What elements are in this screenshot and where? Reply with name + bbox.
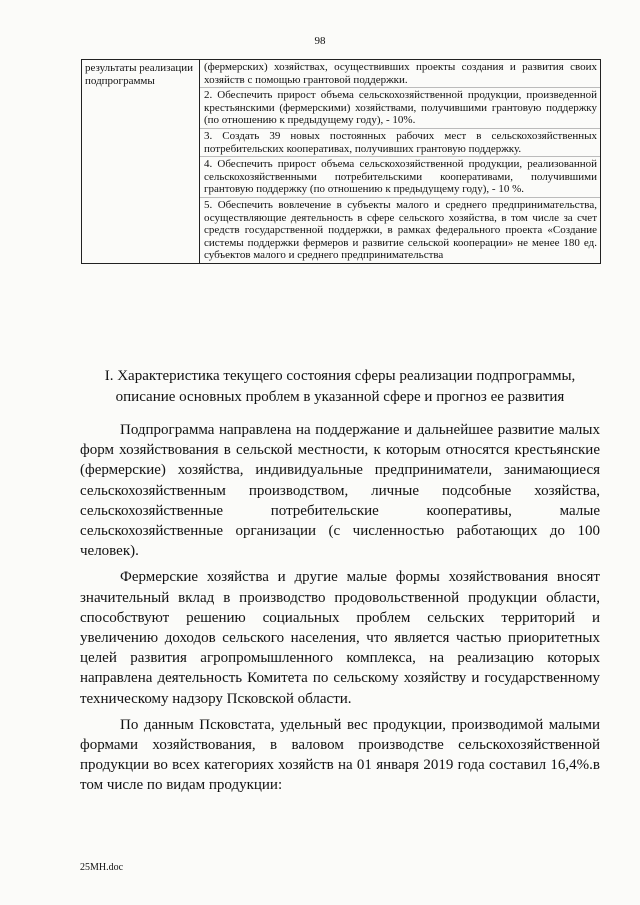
result-item: 5. Обеспечить вовлечение в субъекты малого и среднего предпринимательства, осуществляющие деятельность в сфере сельского хозяйства, в том числе за счет средств государственной поддержки, в рамках федерального проекта «Создание системы поддержки фермеров и развитие сельской кооперации» не менее 180 ед. субъектов малого и среднего предпринимательства	[200, 197, 600, 263]
results-table	[81, 59, 601, 264]
section-heading-line: I. Характеристика текущего состояния сферы реализации подпрограммы,	[104, 368, 576, 384]
result-item: (фермерских) хозяйствах, осуществивших проекты создания и развития своих хозяйств с помощью грантовой поддержки.	[204, 61, 597, 86]
result-item: 4. Обеспечить прирост объема сельскохозяйственной продукции, реализованной сельскохозяйственными потребительскими кооперативами, получившими грантовую поддержку (по отношению к предыдущему году), - 10 %.	[200, 156, 600, 197]
result-item: 3. Создать 39 новых постоянных рабочих мест в сельскохозяйственных потребительских кооперативах, получивших грантовую поддержку.	[200, 128, 600, 156]
result-item: 2. Обеспечить прирост объема сельскохозяйственной продукции, произведенной крестьянскими (фермерскими) хозяйствами, получившими грантовую поддержку (по отношению к предыдущему году), - 10%.	[200, 87, 600, 128]
table-label-cell: результаты реализации подпрограммы	[82, 60, 200, 264]
footer-filename: 25MH.doc	[80, 862, 124, 873]
paragraph: По данным Псковстата, удельный вес продукции, производимой малыми формами хозяйствования, в валовом производстве сельскохозяйственной продукции во всех категориях хозяйств на 01 января 2019 года составил 16,4%.в том числе по видам продукции:	[80, 716, 600, 794]
paragraph: Фермерские хозяйства и другие малые формы хозяйствования вносят значительный вклад в производство продовольственной продукции области, способствуют решению социальных проблем сельских территорий и увеличению доходов сельского населения, что является частью приоритетных целей развития агропромышленного комплекса, на реализацию которых направлена деятельность Комитета по сельскому хозяйству и государственному техническому надзору Псковской области.	[80, 569, 600, 707]
table-items-cell	[200, 60, 601, 264]
section-heading-line: описание основных проблем в указанной сфере и прогноз ее развития	[115, 389, 565, 405]
section-heading	[60, 366, 620, 408]
page-number: 98	[314, 35, 326, 47]
table-row	[82, 60, 601, 264]
paragraph: Подпрограмма направлена на поддержание и дальнейшее развитие малых форм хозяйствования в сельской местности, к которым относятся крестьянские (фермерские) хозяйства, индивидуальные предприниматели, занимающиеся сельскохозяйственным производством, личные подсобные хозяйства, сельскохозяйственные потребительские кооперативы, малые сельскохозяйственные организации (с численностью работающих до 100 человек).	[80, 422, 600, 560]
main-text	[80, 420, 600, 802]
